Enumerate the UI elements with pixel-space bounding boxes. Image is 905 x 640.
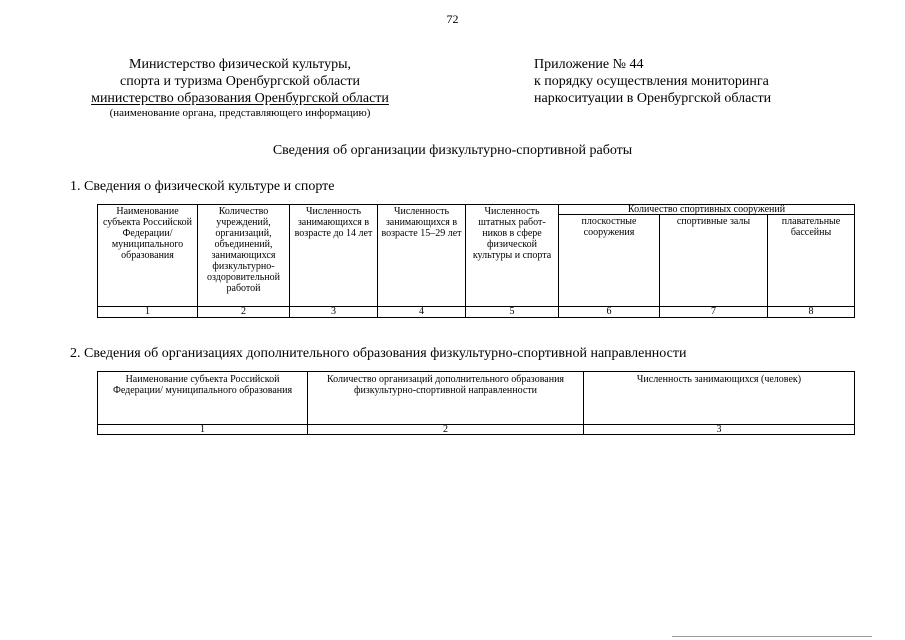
- t1-header-name: Наименование субъекта Российской Федерации/ муниципального образования: [98, 205, 198, 307]
- t1-subheader-halls: спортивные залы: [660, 215, 768, 307]
- org-line-3: министерство образования Оренбургской области: [91, 91, 389, 106]
- t1-header-staff: Численность штатных работ-ников в сфере физической культуры и спорта: [466, 205, 559, 307]
- t1-subheader-pools: плавательные бассейны: [768, 215, 855, 307]
- t1-col-number: 1: [98, 307, 198, 318]
- t1-col-number: 7: [660, 307, 768, 318]
- org-line-1: Министерство физической культуры,: [129, 57, 351, 72]
- t2-header-count-orgs: Количество организаций дополнительного образования физкультурно-спортивной направленности: [308, 372, 584, 425]
- t1-col-number: 6: [559, 307, 660, 318]
- t2-col-number: 3: [584, 425, 855, 435]
- t1-subheader-flat: плоскостные сооружения: [559, 215, 660, 307]
- t1-col-number: 8: [768, 307, 855, 318]
- t1-col-number: 2: [198, 307, 290, 318]
- t1-header-facilities-group: Количество спортивных сооружений: [559, 205, 855, 215]
- appendix-line-1: Приложение № 44: [534, 57, 644, 72]
- section-1-title: 1. Сведения о физической культуре и спорте: [70, 179, 335, 194]
- main-title: Сведения об организации физкультурно-спортивной работы: [272, 143, 633, 158]
- bottom-divider: [672, 636, 872, 637]
- page-number: 72: [446, 12, 459, 26]
- t1-col-number: 4: [378, 307, 466, 318]
- t1-header-count-orgs: Количество учреждений, организаций, объединений, занимающихся физкультурно-оздоровительной работой: [198, 205, 290, 307]
- t1-col-number: 5: [466, 307, 559, 318]
- org-line-2: спорта и туризма Оренбургской области: [120, 74, 360, 89]
- t2-col-number: 2: [308, 425, 584, 435]
- t2-header-participants: Численность занимающихся (человек): [584, 372, 855, 425]
- t1-header-15-29: Численность занимающихся в возрасте 15–29 лет: [378, 205, 466, 307]
- section-1-table: [97, 204, 855, 318]
- section-2-title: 2. Сведения об организациях дополнительного образования физкультурно-спортивной направленности: [70, 346, 687, 361]
- appendix-line-2: к порядку осуществления мониторинга: [534, 74, 769, 89]
- org-caption: (наименование органа, представляющего информацию): [109, 107, 371, 119]
- t2-col-number: 1: [98, 425, 308, 435]
- t1-header-under-14: Численность занимающихся в возрасте до 14 лет: [290, 205, 378, 307]
- organization-block: [60, 56, 420, 120]
- t1-col-number: 3: [290, 307, 378, 318]
- t2-header-name: Наименование субъекта Российской Федерации/ муниципального образования: [98, 372, 308, 425]
- appendix-line-3: наркоситуации в Оренбургской области: [534, 91, 772, 106]
- appendix-block: [534, 56, 771, 107]
- section-2-table: [97, 371, 855, 435]
